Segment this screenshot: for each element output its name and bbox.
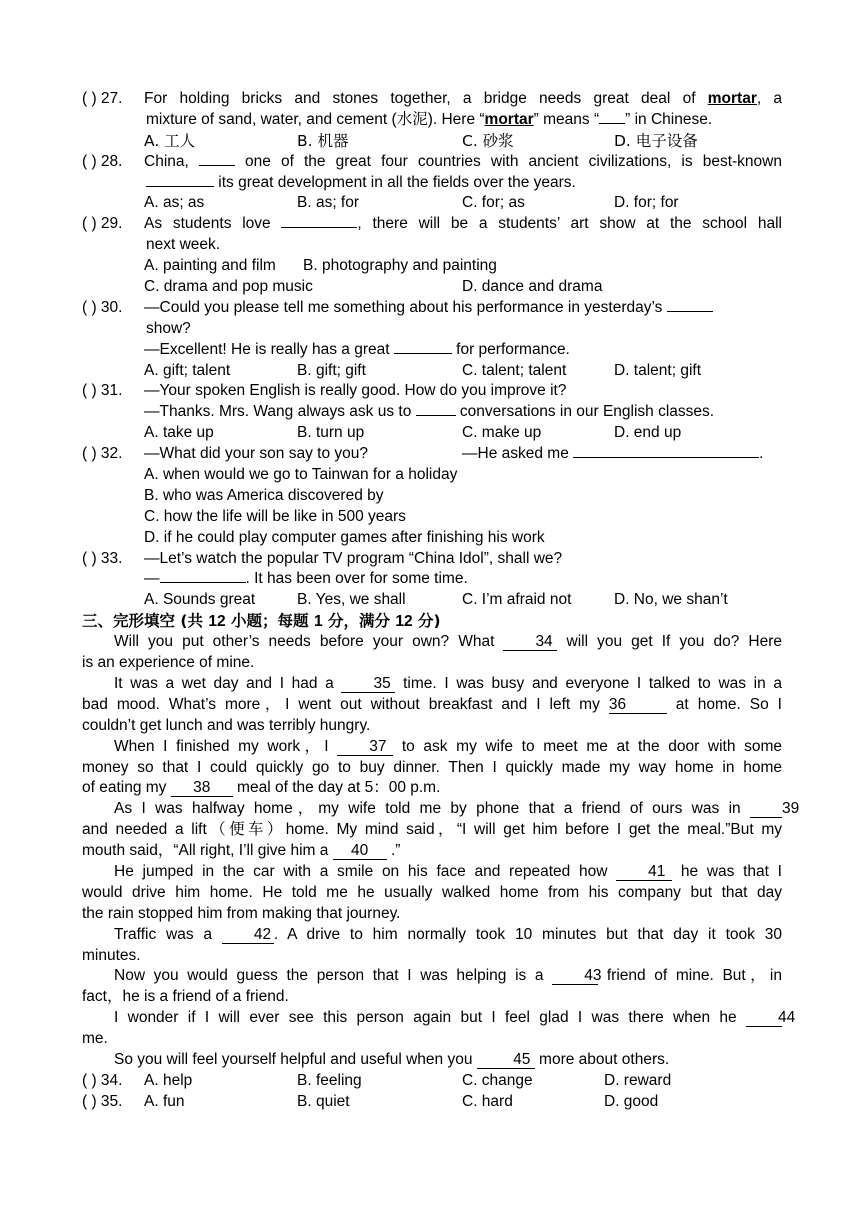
passage-line: fact，he is a friend of a friend.: [82, 988, 289, 1006]
option-b[interactable]: B. who was America discovered by: [144, 486, 384, 504]
passage-line: the rain stopped him from making that journey.: [82, 904, 401, 922]
blank[interactable]: [394, 353, 452, 354]
question-27-options: [82, 131, 782, 152]
option-d[interactable]: D. if he could play computer games after finishing his work: [144, 528, 545, 546]
answer-paren[interactable]: ( ) 34.: [82, 1071, 123, 1089]
passage-line: me.: [82, 1030, 108, 1048]
option-a[interactable]: A. help: [144, 1071, 193, 1089]
option-b[interactable]: B. Yes, we shall: [297, 591, 406, 609]
passage-line: Traffic was a 42 . A drive to him normally took 10 minutes but that day it took 30: [114, 925, 782, 943]
passage-line: of eating my 38 meal of the day at 5：00 p.m.: [82, 779, 441, 797]
question-text: As students love , there will be a students’ art show at the school hall: [144, 215, 782, 233]
question-30-options: [82, 361, 782, 382]
answer-paren[interactable]: ( ) 30.: [82, 298, 123, 316]
question-29-options-row-1: [82, 256, 782, 277]
option-d[interactable]: D. dance and drama: [462, 278, 603, 296]
question-31-line-2: —Thanks. Mrs. Wang always ask us to conversations in our English classes.: [144, 403, 715, 421]
question-text: China, one of the great four countries with ancient civilizations, is best-known: [144, 152, 782, 170]
option-d[interactable]: D. 电子设备: [614, 131, 698, 150]
option-d[interactable]: D. talent; gift: [614, 361, 702, 379]
passage-line: minutes.: [82, 946, 141, 964]
blank-44[interactable]: 44: [746, 1009, 782, 1027]
option-c[interactable]: C. how the life will be like in 500 years: [144, 507, 406, 525]
question-30-line-2: show?: [146, 319, 191, 337]
question-34: [82, 1071, 782, 1092]
answer-paren[interactable]: ( ) 31.: [82, 382, 123, 400]
question-35: [82, 1092, 782, 1113]
question-text: —Let’s watch the popular TV program “China Idol”, shall we?: [144, 549, 563, 567]
question-30-line-1: [82, 298, 782, 319]
blank[interactable]: [667, 311, 713, 312]
question-28-line-1: [82, 152, 782, 173]
blank-39[interactable]: 39: [750, 800, 782, 818]
question-28-options: [82, 193, 782, 214]
question-33-line-1: [82, 549, 782, 570]
question-30-line-3: —Excellent! He is really has a great for performance.: [144, 340, 570, 358]
option-c[interactable]: C. talent; talent: [462, 361, 567, 379]
question-31-line-1: [82, 381, 782, 402]
question-29-line-1: [82, 214, 782, 235]
question-31-options: [82, 423, 782, 444]
blank-40[interactable]: 40: [333, 842, 387, 860]
question-text: For holding bricks and stones together, a bridge needs great deal of mortar, a: [144, 90, 783, 107]
blank-45[interactable]: 45: [477, 1051, 535, 1069]
answer-paren[interactable]: ( ) 27.: [82, 90, 123, 107]
blank[interactable]: [160, 582, 246, 583]
question-29-options-row-2: [82, 277, 782, 298]
option-a[interactable]: A. fun: [144, 1092, 185, 1110]
passage-line: I wonder if I will ever see this person again but I feel glad I was there when he 44: [114, 1009, 796, 1027]
question-33-options: [82, 590, 782, 611]
answer-paren[interactable]: ( ) 29.: [82, 215, 123, 233]
option-a[interactable]: A. Sounds great: [144, 591, 256, 609]
question-32-option-b-row: [82, 486, 782, 507]
option-b[interactable]: B. gift; gift: [297, 361, 366, 379]
option-a[interactable]: A. when would we go to Tainwan for a holiday: [144, 466, 458, 484]
option-d[interactable]: D. No, we shan’t: [614, 591, 728, 609]
blank-34[interactable]: 34: [503, 633, 557, 651]
option-c[interactable]: C. for; as: [462, 194, 525, 212]
question-32-option-d-row: [82, 528, 782, 549]
option-d[interactable]: D. for; for: [614, 194, 679, 212]
option-c[interactable]: C. 砂浆: [462, 131, 514, 150]
passage-line: bad mood. What’s more，I went out without breakfast and I left my 36 at home. So I: [82, 695, 782, 713]
passage-line: So you will feel yourself helpful and useful when you 45 more about others.: [114, 1050, 670, 1068]
passage-line: would drive him home. He told me he usually walked home from his company but that day: [82, 883, 782, 901]
passage-line: When I finished my work，I 37 to ask my wife to meet me at the door with some: [114, 737, 782, 755]
passage-line: couldn’t get lunch and was terribly hungry.: [82, 716, 371, 734]
exam-page: [82, 89, 800, 1113]
question-27-line-2: mixture of sand, water, and cement (水泥). Here “mortar” means “ ” in Chinese.: [146, 110, 713, 128]
option-d[interactable]: D. end up: [614, 424, 682, 442]
blank[interactable]: [281, 227, 357, 228]
option-d[interactable]: D. good: [604, 1092, 659, 1110]
answer-paren[interactable]: ( ) 32.: [82, 445, 123, 463]
blank[interactable]: [199, 165, 235, 166]
option-d[interactable]: D. reward: [604, 1071, 672, 1089]
blank-35[interactable]: 35: [341, 675, 395, 693]
passage-line: He jumped in the car with a smile on his face and repeated how 41 he was that I: [114, 862, 782, 880]
blank-41[interactable]: 41: [616, 863, 672, 881]
question-33-line-2: — . It has been over for some time.: [144, 570, 468, 588]
option-b[interactable]: B. feeling: [297, 1071, 362, 1089]
answer-paren[interactable]: ( ) 33.: [82, 549, 123, 567]
option-b[interactable]: B. photography and painting: [303, 257, 497, 275]
option-c[interactable]: C. change: [462, 1071, 533, 1089]
passage-line: As I was halfway home，my wife told me by phone that a friend of ours was in 39: [114, 800, 800, 818]
passage-line: and needed a lift（便车）home. My mind said，“I will get him before I get the meal.”But my: [82, 821, 782, 839]
passage-line: mouth said，“All right, I’ll give him a 40 .”: [82, 842, 401, 860]
section-heading: 三、完形填空 (共 12 小题；每题 1 分，满分 12 分): [82, 612, 441, 631]
blank[interactable]: [573, 457, 759, 458]
passage-line: is an experience of mine.: [82, 654, 255, 672]
blank[interactable]: [599, 123, 625, 124]
passage-line: It was a wet day and I had a 35 time. I was busy and everyone I talked to was in a: [114, 674, 782, 692]
question-32-option-a-row: [82, 465, 782, 486]
option-c[interactable]: C. make up: [462, 424, 542, 442]
option-c[interactable]: C. hard: [462, 1092, 513, 1110]
option-a[interactable]: A. gift; talent: [144, 361, 231, 379]
question-27-line-1: [82, 89, 782, 110]
passage-line: Now you would guess the person that I was helping is a 43 friend of mine. But，in: [114, 967, 782, 985]
question-32-line-1: [82, 444, 782, 465]
question-29-line-2: next week.: [146, 236, 221, 254]
option-a[interactable]: A. take up: [144, 424, 214, 442]
option-b[interactable]: B. turn up: [297, 424, 365, 442]
answer-paren[interactable]: ( ) 35.: [82, 1092, 123, 1110]
blank-36[interactable]: 36: [609, 696, 667, 714]
blank-37[interactable]: 37: [337, 738, 393, 756]
passage-line: money so that I could quickly go to buy dinner. Then I quickly made my way home in home: [82, 758, 782, 776]
option-a[interactable]: A. 工人: [144, 131, 196, 150]
answer-paren[interactable]: ( ) 28.: [82, 152, 123, 170]
option-c[interactable]: C. I’m afraid not: [462, 591, 572, 609]
question-text: —Could you please tell me something about his performance in yesterday’s: [144, 298, 782, 319]
option-b[interactable]: B. as; for: [297, 194, 360, 212]
option-c[interactable]: C. drama and pop music: [144, 278, 313, 296]
option-a[interactable]: A. as; as: [144, 194, 205, 212]
blank-42[interactable]: 42: [222, 926, 274, 944]
passage-line: Will you put other’s needs before your own? What 34 will you get If you do? Here: [114, 633, 782, 651]
question-28-line-2: its great development in all the fields over the years.: [82, 173, 782, 194]
option-b[interactable]: B. quiet: [297, 1092, 350, 1110]
question-32-option-c-row: [82, 507, 782, 528]
option-b[interactable]: B. 机器: [297, 131, 349, 150]
blank-43[interactable]: 43: [552, 967, 598, 985]
question-text: —What did your son say to you? —He asked me .: [144, 445, 764, 463]
option-a[interactable]: A. painting and film: [144, 257, 276, 275]
question-text: —Your spoken English is really good. How do you improve it?: [144, 382, 567, 400]
blank-38[interactable]: 38: [171, 779, 233, 797]
blank[interactable]: [146, 186, 214, 187]
blank[interactable]: [416, 415, 456, 416]
